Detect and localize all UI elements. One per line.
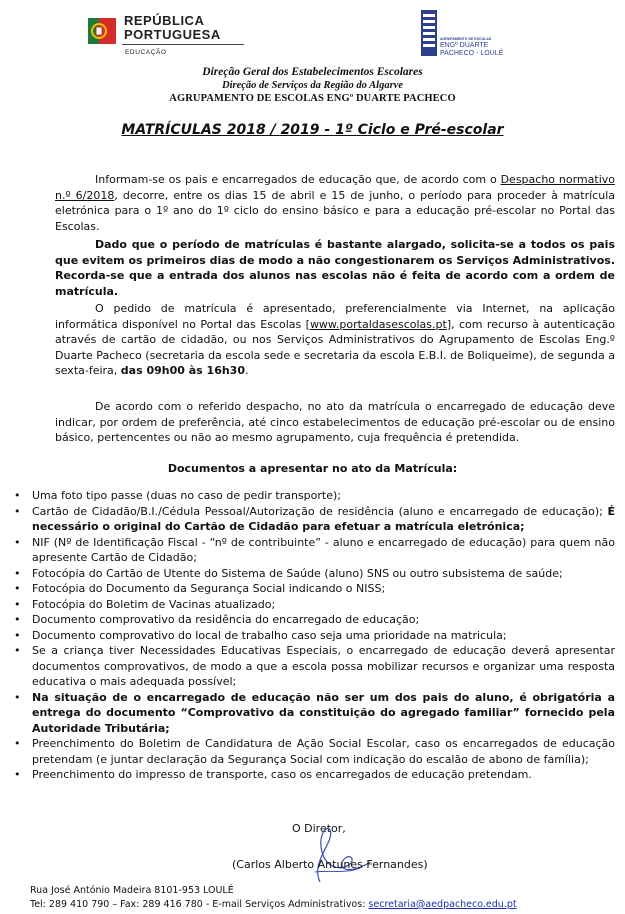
signature-image xyxy=(290,822,380,884)
footer-contacts-text: Tel: 289 410 790 – Fax: 289 416 780 - E-mail Serviços Administrativos: xyxy=(30,899,369,910)
org-line-1: Direção Geral dos Estabelecimentos Escolares xyxy=(202,66,423,78)
paragraph-3 xyxy=(55,301,615,379)
portal-link[interactable]: www.portaldasescolas.pt xyxy=(309,317,447,331)
list-item: • Fotocópia do Documento da Segurança Social indicando o NISS; xyxy=(14,582,386,595)
republic-divider xyxy=(122,44,244,45)
bullet: • xyxy=(14,504,21,518)
list-item: • Documento comprovativo do local de trabalho caso seja uma prioridade na matricula; xyxy=(14,628,507,642)
bullet: • xyxy=(14,768,21,781)
page-title: MATRÍCULAS 2018 / 2019 - 1º Ciclo e Pré-escolar xyxy=(121,122,504,138)
documents-title: Documentos a apresentar no ato da Matrícula: xyxy=(167,462,458,475)
republic-line-2: PORTUGUESA xyxy=(124,27,221,42)
bullet: • xyxy=(14,535,21,549)
org-line-2: Direção de Serviços da Região do Algarve xyxy=(222,80,403,91)
school-logo-line-2: ENGº DUARTE xyxy=(440,42,489,49)
bullet: • xyxy=(14,582,21,595)
list-item: • Preenchimento do Boletim de Candidatura de Ação Social Escolar, caso os encarregados de educação pretendam (e juntar declaração da Segurança Social com indicação do escalão de abono de família); xyxy=(14,737,615,766)
paragraph-1 xyxy=(55,172,615,234)
p3-text-c: . xyxy=(245,364,249,377)
p1-text-a: Informam-se os pais e encarregados de educação que, de acordo com o xyxy=(95,173,501,186)
school-logo-line-3: PACHECO - LOULÉ xyxy=(440,50,504,57)
bullet: • xyxy=(14,737,21,750)
p1-text-b: , decorre, entre os dias 15 de abril e 15 de junho, o período para proceder à matrícula eletrónica para o 1º ano do 1º ciclo do ensino básico e para a educação pré-escolar no Portal das Escolas. xyxy=(55,188,615,233)
bullet: • xyxy=(14,690,21,704)
republic-line-1: REPÚBLICA xyxy=(124,13,205,28)
list-item: • Na situação de o encarregado de educação não ser um dos pais do aluno, é obrigatória a entrega do documento “Comprovativo da constituição do agregado familiar” fornecido pela Autoridade Tributária; xyxy=(14,690,615,735)
bullet: • xyxy=(14,489,21,502)
list-item: • Se a criança tiver Necessidades Educativas Especiais, o encarregado de educação deverá apresentar documentos comprovativos, de modo a que a escola possa mobilizar recursos e organizar uma resposta educativa o mais adequada possível; xyxy=(14,644,615,688)
p3-text-a: O pedido de matrícula é apresentado, preferencialmente via Internet, na aplicação informática disponível no Portal das Escolas [ xyxy=(55,302,615,331)
list-item: • NIF (Nº de Identificação Fiscal - “nº de contribuinte” - aluno e encarregado de educação) para quem não apresente Cartão de Cidadão; xyxy=(14,535,615,564)
p3-hours: das 09h00 às 16h30 xyxy=(120,364,245,377)
list-item: • Uma foto tipo passe (duas no caso de pedir transporte); xyxy=(14,489,341,502)
director-name: (Carlos Alberto Antunes Fernandes) xyxy=(232,858,428,871)
list-item: • Fotocópia do Cartão de Utente do Sistema de Saúde (aluno) SNS ou outro subsistema de saúde; xyxy=(14,566,563,580)
org-line-3: AGRUPAMENTO DE ESCOLAS ENGº DUARTE PACHECO xyxy=(169,93,456,104)
school-logo-line-1: AGRUPAMENTO DE ESCOLAS xyxy=(440,37,492,41)
bullet: • xyxy=(14,597,21,611)
despacho-link[interactable]: Despacho normativo n.º 6/2018 xyxy=(55,173,615,202)
bullet: • xyxy=(14,613,21,626)
director-label: O Diretor, xyxy=(292,822,346,835)
footer-address: Rua José António Madeira 8101-953 LOULÉ xyxy=(30,885,234,896)
p2-text: Dado que o período de matrículas é bastante alargado, solicita-se a todos os pais que evitem os primeiros dias de modo a não congestionarem os Serviços Administrativos. Recorda-se que a entrada dos alunos nas escolas não é feita de acordo com a ordem de matrícula. xyxy=(55,238,615,298)
paragraph-2 xyxy=(55,237,615,299)
email-link[interactable]: secretaria@aedpacheco.edu.pt xyxy=(368,899,517,910)
documents-list xyxy=(14,488,615,783)
school-logo-icon xyxy=(421,10,437,56)
list-item: • Fotocópia do Boletim de Vacinas atualizado; xyxy=(14,597,276,611)
bullet: • xyxy=(14,628,21,642)
republic-line-3: EDUCAÇÃO xyxy=(125,49,167,56)
list-item: • Cartão de Cidadão/B.I./Cédula Pessoal/Autorização de residência (aluno e encarregado de educação); É necessário o original do Cartão de Cidadão para efetuar a matrícula eletrónica; xyxy=(14,504,615,533)
footer-contacts xyxy=(30,899,517,910)
portuguese-flag-emblem-icon xyxy=(88,14,116,48)
list-item: • Documento comprovativo da residência do encarregado de educação; xyxy=(14,613,420,626)
paragraph-4 xyxy=(55,399,615,446)
bullet: • xyxy=(14,644,21,657)
p4-text: De acordo com o referido despacho, no ato da matrícula o encarregado de educação deve indicar, por ordem de preferência, até cinco estabelecimentos de educação pré-escolar ou de ensino básico, pertencentes ou não ao mesmo agrupamento, cuja frequência é pretendida. xyxy=(55,400,615,444)
bullet: • xyxy=(14,566,21,580)
list-item: • Preenchimento do impresso de transporte, caso os encarregados de educação pretendam. xyxy=(14,768,532,781)
p3-text-b: ], com recurso à autenticação através de cartão de cidadão, ou nos Serviços Administrativos do Agrupamento de Escolas Eng.º Duarte Pacheco (secretaria da escola sede e secretaria da escola E.B.I. de Boliqueime), de segunda a sexta-feira, xyxy=(55,317,615,377)
